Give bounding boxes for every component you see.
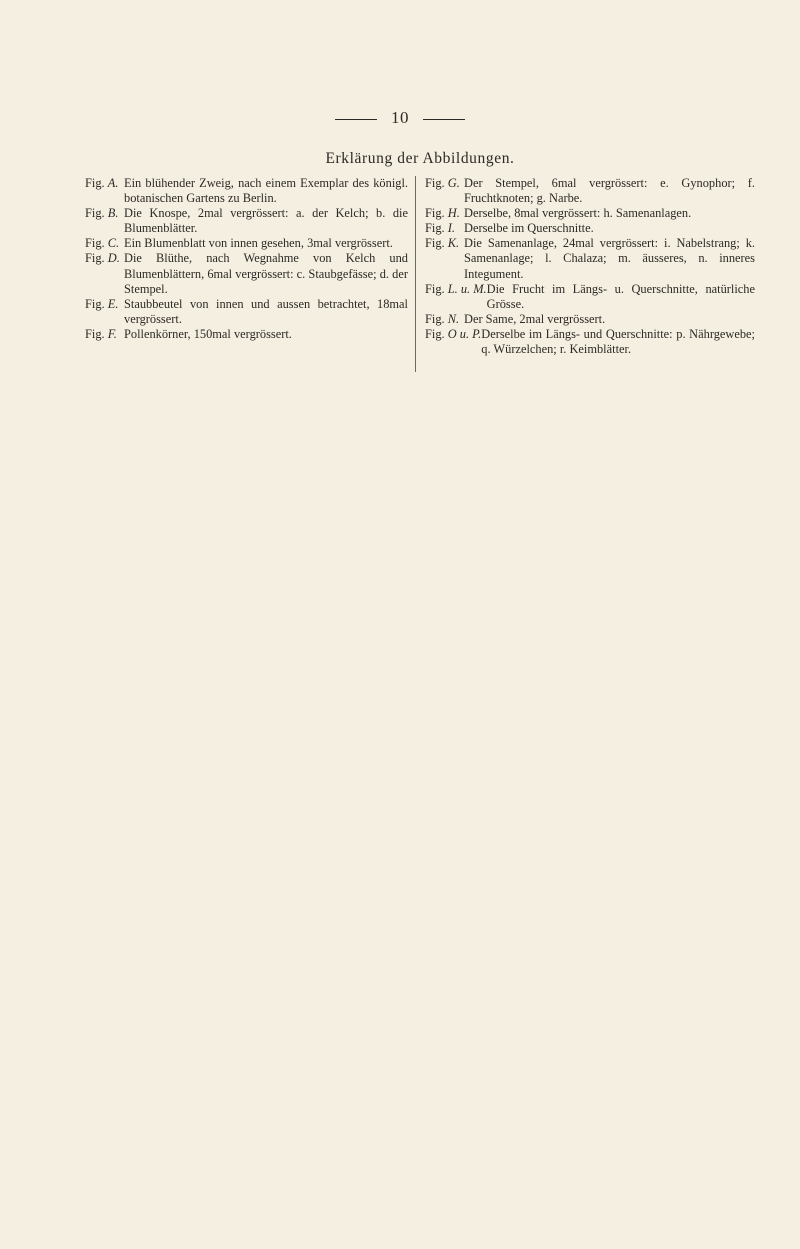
- figure-entry-l-m: [425, 282, 755, 312]
- figure-description: Ein blühender Zweig, nach einem Exemplar des königl. botanischen Gartens zu Berlin.: [124, 176, 408, 206]
- figure-label: Fig. B.: [85, 206, 119, 221]
- figure-entry-h: [425, 206, 755, 221]
- figure-label: Fig. F.: [85, 326, 117, 341]
- figure-entry-d: [85, 251, 408, 296]
- figure-label: Fig. L. u. M.: [425, 281, 487, 296]
- figure-description: Derselbe, 8mal vergrössert: h. Samenanlagen.: [464, 206, 692, 221]
- figure-description: Pollenkörner, 150mal vergrössert.: [124, 326, 292, 341]
- figure-description: Der Stempel, 6mal vergrössert: e. Gynophor; f. Fruchtknoten; g. Narbe.: [464, 176, 755, 206]
- figure-label: Fig. G.: [425, 176, 460, 190]
- figure-description: Derselbe im Querschnitte.: [464, 221, 594, 236]
- figure-description: Die Frucht im Längs- u. Querschnitte, natürliche Grösse.: [486, 281, 755, 311]
- figure-description: Die Blüthe, nach Wegnahme von Kelch und Blumenblättern, 6mal vergrössert: c. Staubgefässe; d. der Stempel.: [124, 251, 408, 296]
- column-divider: [415, 176, 416, 372]
- figure-label: Fig. I.: [425, 221, 455, 236]
- page-number-line: [0, 108, 800, 128]
- right-column: [425, 176, 755, 357]
- figure-entry-e: [85, 297, 408, 327]
- figure-label: Fig. H.: [425, 206, 460, 221]
- figure-entry-k: [425, 236, 755, 281]
- figure-entry-f: [85, 327, 408, 342]
- figure-label: Fig. A.: [85, 176, 119, 190]
- figure-entry-a: [85, 176, 408, 206]
- right-dash: [423, 119, 465, 120]
- figure-entry-n: [425, 312, 755, 327]
- figure-entry-i: [425, 221, 755, 236]
- figure-description: Die Samenanlage, 24mal vergrössert: i. Nabelstrang; k. Samenanlage; l. Chalaza; m. äusseres, n. inneres Integument.: [464, 236, 755, 281]
- figure-description: Derselbe im Längs- und Querschnitte: p. Nährgewebe; q. Würzelchen; r. Keimblätter.: [481, 326, 755, 357]
- figure-entry-g: [425, 176, 755, 206]
- figure-label: Fig. D.: [85, 251, 120, 266]
- figure-description: Ein Blumenblatt von innen gesehen, 3mal vergrössert.: [124, 236, 393, 251]
- figure-label: Fig. C.: [85, 236, 120, 251]
- figure-entry-b: [85, 206, 408, 236]
- figure-entry-o-p: [425, 327, 755, 357]
- left-column: [85, 176, 408, 342]
- page-number: 10: [391, 108, 409, 127]
- figure-label: Fig. N.: [425, 311, 460, 326]
- figure-description: Die Knospe, 2mal vergrössert: a. der Kelch; b. die Blumenblätter.: [124, 206, 408, 236]
- figure-entry-c: [85, 236, 408, 251]
- figure-label: Fig. E.: [85, 296, 119, 311]
- figure-description: Der Same, 2mal vergrössert.: [464, 311, 606, 326]
- figure-label: Fig. O u. P.: [425, 326, 482, 341]
- page-heading: Erklärung der Abbildungen.: [325, 150, 515, 167]
- figure-label: Fig. K.: [425, 236, 460, 251]
- left-dash: [335, 119, 377, 120]
- figure-description: Staubbeutel von innen und aussen betrachtet, 18mal vergrössert.: [124, 296, 408, 326]
